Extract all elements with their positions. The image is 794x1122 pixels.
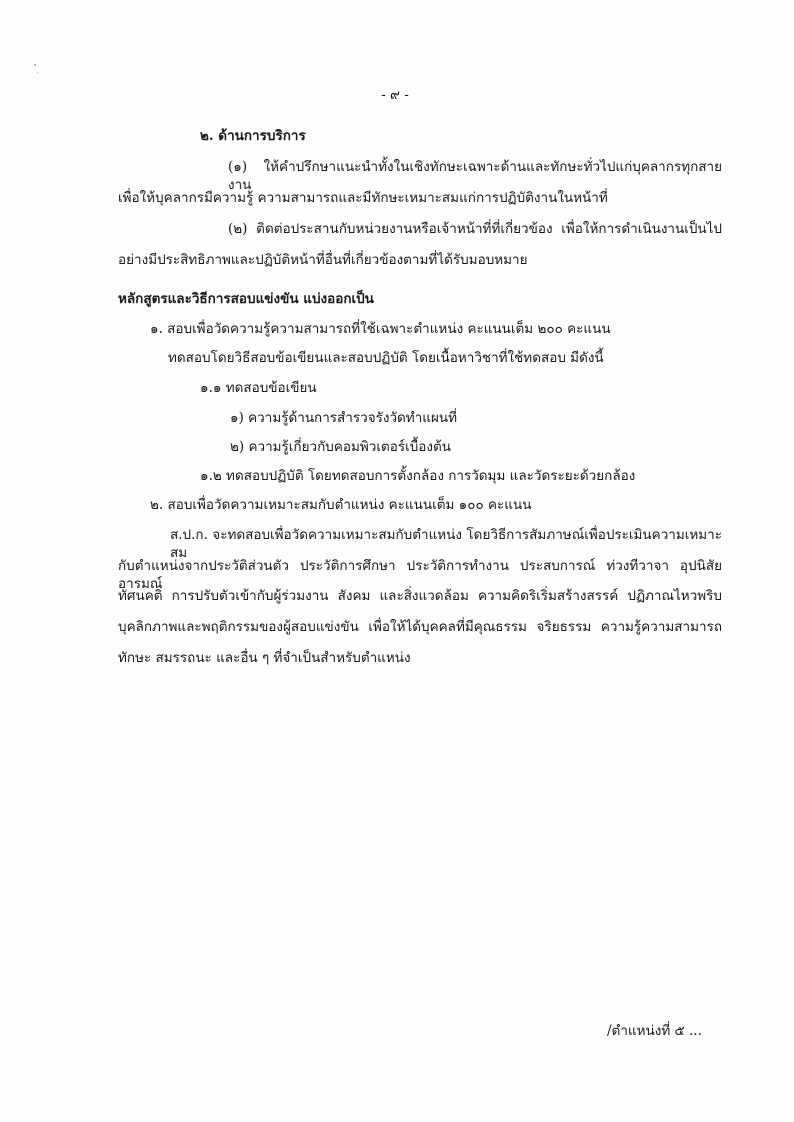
service-item1-line1: (๑) ให้คำปรึกษาแนะนำทั้งในเชิงทักษะเฉพาะด้านและทักษะทั่วไปแก่บุคลากรทุกสายงาน [228, 159, 722, 193]
exam-part1-line1: ๑. สอบเพื่อวัดความรู้ความสามารถที่ใช้เฉพาะตำแหน่ง คะแนนเต็ม ๒๐๐ คะแนน [150, 321, 611, 337]
service-heading: ๒. ด้านการบริการ [200, 128, 306, 144]
written-exam-heading: ๑.๑ ทดสอบข้อเขียน [200, 380, 317, 396]
suitability-para-line5: ทักษะ สมรรถนะ และอื่น ๆ ที่จำเป็นสำหรับตำแหน่ง [118, 650, 411, 666]
suitability-para-line2: กับตำแหน่งจากประวัติส่วนตัว ประวัติการศึกษา ประวัติการทำงาน ประสบการณ์ ท่วงทีวาจา อุปนิสัย อารมณ์ [118, 558, 722, 592]
exam-part1-line2: ทดสอบโดยวิธีสอบข้อเขียนและสอบปฏิบัติ โดยเนื้อหาวิชาที่ใช้ทดสอบ มีดังนี้ [168, 350, 604, 366]
exam-part2-line1: ๒. สอบเพื่อวัดความเหมาะสมกับตำแหน่ง คะแนนเต็ม ๑๐๐ คะแนน [150, 497, 532, 513]
written-exam-item2: ๒) ความรู้เกี่ยวกับคอมพิวเตอร์เบื้องต้น [230, 439, 451, 455]
service-item2-line2: อย่างมีประสิทธิภาพและปฏิบัติหน้าที่อื่นที่เกี่ยวข้องตามที่ได้รับมอบหมาย [118, 252, 528, 268]
practical-exam: ๑.๒ ทดสอบปฏิบัติ โดยทดสอบการตั้งกล้อง การวัดมุม และวัดระยะด้วยกล้อง [200, 468, 636, 484]
exam-heading: หลักสูตรและวิธีการสอบแข่งขัน แบ่งออกเป็น [118, 291, 374, 307]
page-number: - ๙ - [381, 87, 409, 103]
service-item2-line1: (๒) ติดต่อประสานกับหน่วยงานหรือเจ้าหน้าที่ที่เกี่ยวข้อง เพื่อให้การดำเนินงานเป็นไป [228, 221, 722, 237]
service-item1-line2: เพื่อให้บุคลากรมีความรู้ ความสามารถและมีทักษะเหมาะสมแก่การปฏิบัติงานในหน้าที่ [118, 190, 608, 206]
scan-speck [37, 72, 38, 73]
written-exam-item1: ๑) ความรู้ด้านการสำรวจรังวัดทำแผนที่ [230, 410, 458, 426]
continuation-marker: /ตำแหน่งที่ ๕ ... [607, 1023, 702, 1039]
suitability-para-line3: ทัศนคติ การปรับตัวเข้ากับผู้ร่วมงาน สังคม และสิ่งแวดล้อม ความคิดริเริ่มสร้างสรรค์ ปฏิภาณไหวพริบ [118, 588, 722, 604]
suitability-para-line1: ส.ป.ก. จะทดสอบเพื่อวัดความเหมาะสมกับตำแหน่ง โดยวิธีการสัมภาษณ์เพื่อประเมินความเหมาะสม [170, 527, 722, 561]
scan-speck [34, 64, 36, 66]
suitability-para-line4: บุคลิกภาพและพฤติกรรมของผู้สอบแข่งขัน เพื่อให้ได้บุคคลที่มีคุณธรรม จริยธรรม ความรู้ความสามารถ [118, 619, 722, 635]
